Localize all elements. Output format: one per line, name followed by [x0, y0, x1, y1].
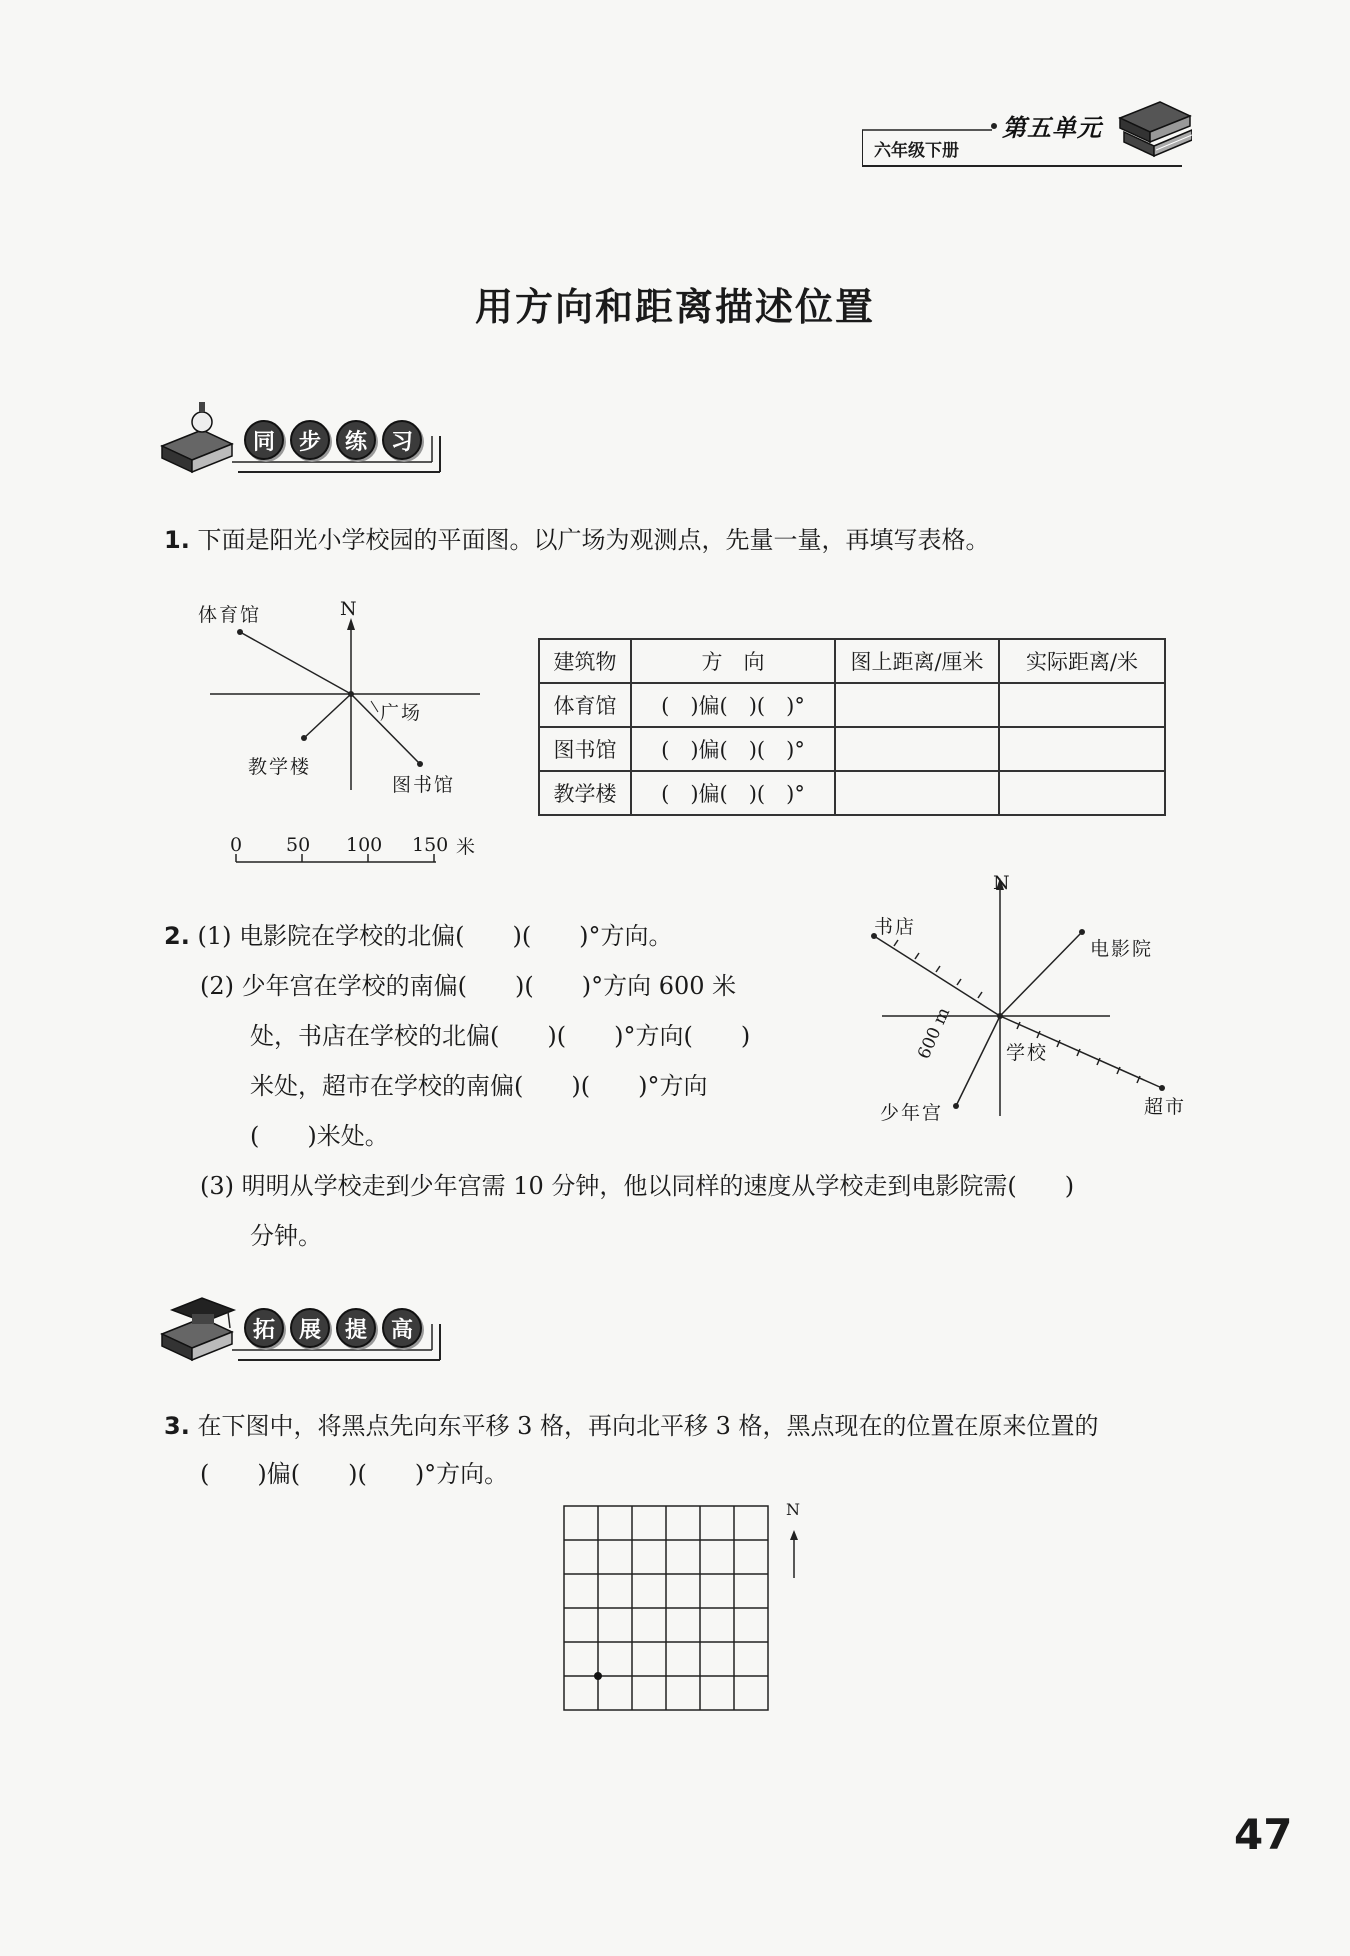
map-label-gym: 体育馆	[198, 604, 262, 626]
question-3	[164, 1410, 1099, 1442]
direction-blank[interactable]: ( )偏( )( )°	[631, 683, 835, 727]
actual-distance-blank[interactable]	[999, 683, 1165, 727]
question-2-part-1	[164, 920, 673, 952]
question-3-line-2: ( )偏( )( )°方向。	[200, 1460, 509, 1488]
cinema-ray	[1000, 932, 1082, 1016]
diagram-label-school: 学校	[1006, 1042, 1049, 1064]
question-1	[164, 524, 989, 556]
actual-distance-blank[interactable]	[999, 727, 1165, 771]
map-distance-blank[interactable]	[835, 683, 999, 727]
table-row	[539, 683, 1165, 727]
map-north-label: N	[340, 598, 359, 620]
scale-tick-label: 0	[230, 834, 243, 856]
grid-north-arrow-icon	[784, 1530, 804, 1580]
question-text: (1) 电影院在学校的北偏( )( )°方向。	[197, 922, 673, 950]
grid-north-label: N	[786, 1500, 802, 1519]
diagram-label-cinema: 电影院	[1090, 938, 1154, 960]
diagram-label-supermarket: 超市	[1144, 1096, 1187, 1118]
table-row	[539, 771, 1165, 815]
actual-distance-blank[interactable]	[999, 771, 1165, 815]
teaching-ray	[304, 694, 351, 738]
scale-tick-label: 50	[286, 834, 311, 856]
banner-char: 习	[382, 420, 422, 460]
map-label-teaching: 教学楼	[248, 756, 312, 778]
page-number: 47	[1234, 1810, 1293, 1859]
question-number: 3.	[164, 1412, 190, 1440]
direction-blank[interactable]: ( )偏( )( )°	[631, 771, 835, 815]
diagram-label-distance: 600 m	[914, 1004, 955, 1063]
question-text: 下面是阳光小学校园的平面图。以广场为观测点，先量一量，再填写表格。	[197, 526, 990, 554]
question-2-part-2-line-4: ( )米处。	[250, 1122, 389, 1150]
map-label-library: 图书馆	[392, 774, 456, 796]
section-title-sync-practice	[244, 420, 422, 460]
page-title: 用方向和距离描述位置	[474, 284, 875, 329]
diagram-label-youth-palace: 少年宫	[880, 1102, 944, 1124]
scale-tick-label: 150	[412, 834, 449, 856]
scale-tick-label: 100	[346, 834, 383, 856]
direction-blank[interactable]: ( )偏( )( )°	[631, 727, 835, 771]
black-dot	[594, 1672, 602, 1680]
diagram-north-label: N	[993, 872, 1012, 894]
question-2-part-3-line-2: 分钟。	[250, 1222, 322, 1250]
direction-table	[538, 638, 1166, 816]
plaza-point	[348, 691, 354, 697]
diagram-label-bookstore: 书店	[874, 916, 917, 938]
table-header: 方 向	[631, 639, 835, 683]
table-header-row	[539, 639, 1165, 683]
banner-char: 高	[382, 1308, 422, 1348]
youth-palace-ray	[956, 1016, 1000, 1106]
table-header: 建筑物	[539, 639, 631, 683]
question-2-part-2: (2) 少年宫在学校的南偏( )( )°方向 600 米	[200, 972, 737, 1000]
question-text: 在下图中，将黑点先向东平移 3 格，再向北平移 3 格，黑点现在的位置在原来位置的	[197, 1412, 1099, 1440]
table-row	[539, 727, 1165, 771]
scale-unit: 米	[456, 836, 478, 858]
grade-label: 六年级下册	[874, 141, 959, 161]
banner-char: 步	[290, 420, 330, 460]
question-number: 2.	[164, 922, 190, 950]
school-point	[997, 1013, 1003, 1019]
banner-char: 提	[336, 1308, 376, 1348]
map-label-plaza: 广场	[380, 702, 423, 724]
table-header: 图上距离/厘米	[835, 639, 999, 683]
translation-grid	[562, 1504, 772, 1714]
gym-ray	[240, 632, 351, 694]
banner-char: 拓	[244, 1308, 284, 1348]
building-cell: 教学楼	[539, 771, 631, 815]
banner-char: 展	[290, 1308, 330, 1348]
question-2-part-2-line-3: 米处，超市在学校的南偏( )( )°方向	[250, 1072, 708, 1100]
school-direction-diagram	[870, 870, 1200, 1130]
banner-char: 练	[336, 420, 376, 460]
bookstore-ray	[874, 936, 1000, 1016]
banner-char: 同	[244, 420, 284, 460]
building-cell: 图书馆	[539, 727, 631, 771]
building-cell: 体育馆	[539, 683, 631, 727]
question-2-part-3: (3) 明明从学校走到少年宫需 10 分钟，他以同样的速度从学校走到电影院需( )	[200, 1172, 1075, 1200]
table-header: 实际距离/米	[999, 639, 1165, 683]
section-title-extension	[244, 1308, 422, 1348]
map-distance-blank[interactable]	[835, 771, 999, 815]
question-number: 1.	[164, 526, 190, 554]
question-2-part-2-line-2: 处，书店在学校的北偏( )( )°方向( )	[250, 1022, 751, 1050]
unit-title: 第五单元	[1002, 114, 1102, 142]
map-distance-blank[interactable]	[835, 727, 999, 771]
